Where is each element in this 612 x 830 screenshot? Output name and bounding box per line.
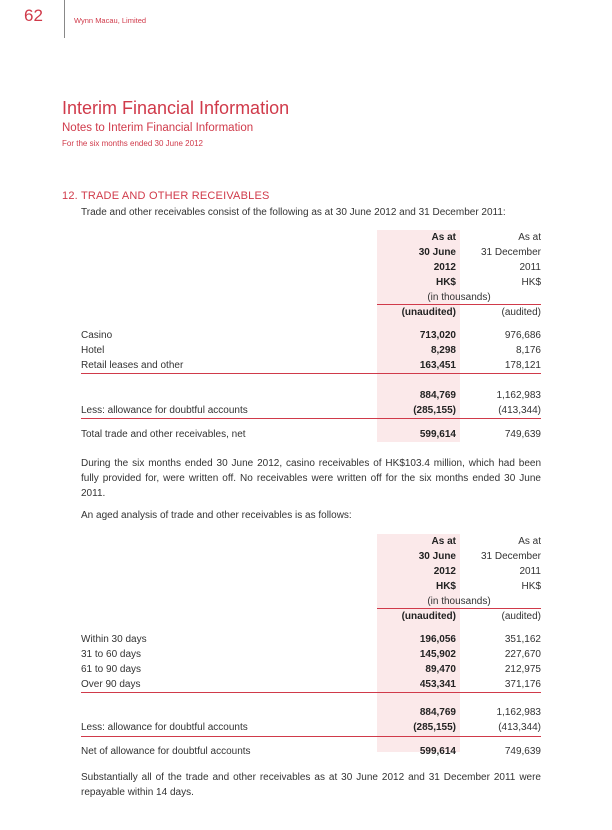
subtotal-row: 884,769 1,162,983: [419, 707, 541, 718]
table-row: Hotel 8,298 8,176: [81, 345, 541, 356]
table-row: Retail leases and other 163,451 178,121: [81, 360, 541, 371]
status-row: (unaudited) (audited): [401, 307, 541, 318]
subtotal-row: 884,769 1,162,983: [419, 390, 541, 401]
table-row: Within 30 days 196,056 351,162: [81, 634, 541, 645]
document-period: For the six months ended 30 June 2012: [62, 139, 203, 148]
header-row: 30 June 31 December: [418, 551, 541, 562]
header-divider: [64, 0, 65, 38]
aged-analysis-intro: An aged analysis of trade and other receivables is as follows:: [81, 510, 352, 521]
page-number: 62: [24, 6, 43, 25]
units-row: (in thousands): [427, 596, 491, 607]
section-intro: Trade and other receivables consist of the following as at 30 June 2012 and 31 December 2011:: [81, 207, 506, 218]
write-off-note: During the six months ended 30 June 2012, casino receivables of HK$103.4 million, which had been fully provided for, were written off. No receivables were written off for the six months ended 30 June 2011.: [81, 458, 541, 499]
header-row: HK$ HK$: [435, 581, 541, 592]
allowance-row: Less: allowance for doubtful accounts (285,155) (413,344): [81, 722, 541, 733]
table-row: 31 to 60 days 145,902 227,670: [81, 649, 541, 660]
aged-analysis-table: [81, 534, 541, 757]
header-row: 2012 2011: [433, 566, 541, 577]
closing-note: Substantially all of the trade and other receivables as at 30 June 2012 and 31 December 2011 were repayable within 14 days.: [81, 772, 541, 798]
table-row: Over 90 days 453,341 371,176: [81, 679, 541, 690]
receivables-table: [81, 230, 541, 442]
header-row: HK$ HK$: [435, 277, 541, 288]
header-row: 2012 2011: [433, 262, 541, 273]
total-row: Net of allowance for doubtful accounts 599,614 749,639: [81, 746, 541, 757]
table-row: Casino 713,020 976,686: [81, 330, 541, 341]
header-row: As at As at: [431, 232, 541, 243]
allowance-row: Less: allowance for doubtful accounts (285,155) (413,344): [81, 405, 541, 416]
company-name: Wynn Macau, Limited: [74, 16, 147, 25]
header-row: 30 June 31 December: [418, 247, 541, 258]
document-subtitle: Notes to Interim Financial Information: [62, 122, 254, 134]
status-row: (unaudited) (audited): [401, 611, 541, 622]
units-row: (in thousands): [427, 292, 491, 303]
header-row: As at As at: [431, 536, 541, 547]
document-title: Interim Financial Information: [62, 98, 290, 118]
section-heading: 12. TRADE AND OTHER RECEIVABLES: [62, 190, 270, 202]
table-row: 61 to 90 days 89,470 212,975: [81, 664, 541, 675]
total-row: Total trade and other receivables, net 599,614 749,639: [81, 429, 541, 440]
